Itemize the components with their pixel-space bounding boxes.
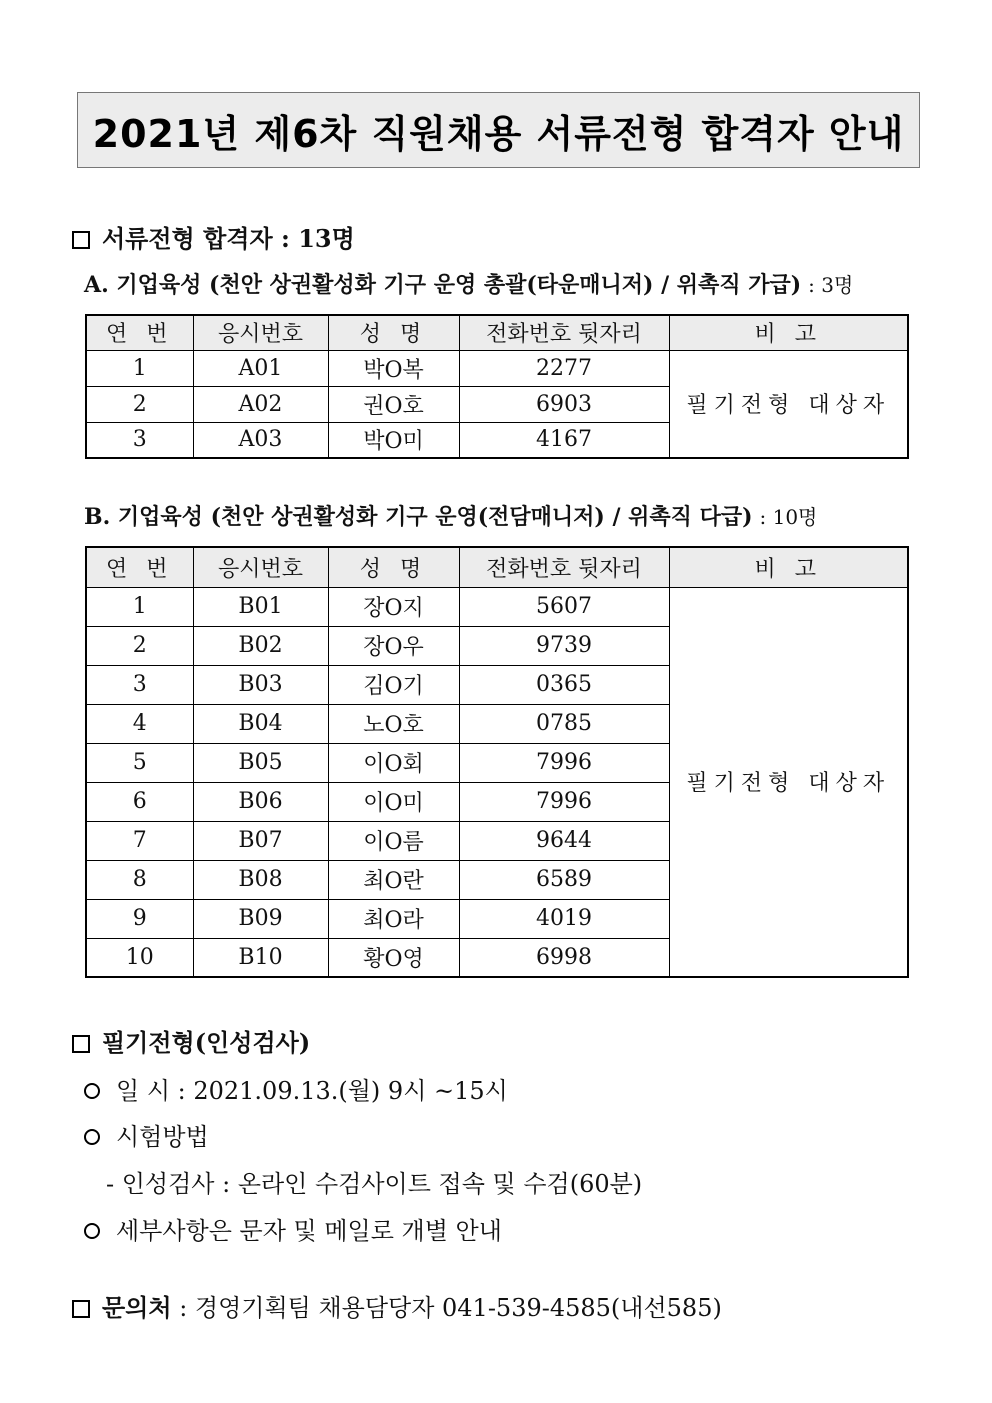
header-remark: 비 고: [669, 315, 908, 350]
header-no: 연 번: [86, 547, 193, 587]
cell-no: 2: [86, 386, 193, 422]
cell-phone: 4167: [459, 422, 669, 458]
cell-phone: 0365: [459, 665, 669, 704]
group-a-count: : 3명: [808, 273, 854, 297]
header-phone: 전화번호 뒷자리: [459, 315, 669, 350]
header-remark: 비 고: [669, 547, 908, 587]
header-name: 성 명: [328, 547, 459, 587]
group-b-title: B. 기업육성 (천안 상권활성화 기구 운영(전담매니저) / 위촉직 다급): [84, 504, 753, 530]
cell-id: B06: [193, 782, 328, 821]
cell-name: 이O회: [328, 743, 459, 782]
table-group-a: [85, 314, 909, 459]
datetime-text: 일 시 : 2021.09.13.(월) 9시 ~15시: [116, 1077, 508, 1105]
header-id: 응시번호: [193, 315, 328, 350]
cell-no: 3: [86, 422, 193, 458]
cell-no: 8: [86, 860, 193, 899]
contact-line: [72, 1293, 722, 1323]
cell-no: 10: [86, 938, 193, 977]
cell-id: A02: [193, 386, 328, 422]
cell-id: A01: [193, 350, 328, 386]
section-document-screening: [72, 224, 355, 254]
cell-phone: 9644: [459, 821, 669, 860]
cell-no: 3: [86, 665, 193, 704]
cell-remark: 필기전형 대상자: [669, 587, 908, 977]
cell-no: 7: [86, 821, 193, 860]
cell-remark: 필기전형 대상자: [669, 350, 908, 458]
table-group-b: [85, 546, 909, 978]
cell-id: B04: [193, 704, 328, 743]
header-no: 연 번: [86, 315, 193, 350]
circle-bullet-icon: [84, 1223, 100, 1239]
cell-no: 1: [86, 350, 193, 386]
page-title: 2021년 제6차 직원채용 서류전형 합격자 안내: [92, 111, 905, 156]
header-id: 응시번호: [193, 547, 328, 587]
cell-no: 6: [86, 782, 193, 821]
contact-label: 문의처: [102, 1293, 172, 1322]
cell-id: B07: [193, 821, 328, 860]
cell-name: 김O기: [328, 665, 459, 704]
cell-name: 장O우: [328, 626, 459, 665]
cell-phone: 9739: [459, 626, 669, 665]
section-heading: 서류전형 합격자 : 13명: [102, 224, 355, 253]
cell-id: B09: [193, 899, 328, 938]
square-bullet-icon: [72, 1300, 90, 1318]
cell-phone: 6903: [459, 386, 669, 422]
header-name: 성 명: [328, 315, 459, 350]
circle-bullet-icon: [84, 1083, 100, 1099]
cell-no: 1: [86, 587, 193, 626]
cell-phone: 2277: [459, 350, 669, 386]
cell-id: B08: [193, 860, 328, 899]
cell-name: 노O호: [328, 704, 459, 743]
cell-id: B03: [193, 665, 328, 704]
header-phone: 전화번호 뒷자리: [459, 547, 669, 587]
cell-phone: 4019: [459, 899, 669, 938]
square-bullet-icon: [72, 231, 90, 249]
contact-text: : 경영기획팀 채용담당자 041-539-4585(내선585): [179, 1294, 722, 1322]
method-label: 시험방법: [116, 1123, 209, 1151]
cell-id: B10: [193, 938, 328, 977]
group-b-heading: [84, 502, 817, 533]
cell-name: 권O호: [328, 386, 459, 422]
method-line: [84, 1122, 209, 1152]
cell-no: 9: [86, 899, 193, 938]
square-bullet-icon: [72, 1035, 90, 1053]
title-box: [77, 92, 920, 168]
group-a-heading: [84, 270, 853, 301]
cell-no: 2: [86, 626, 193, 665]
cell-name: 장O지: [328, 587, 459, 626]
method-detail: - 인성검사 : 온라인 수검사이트 접속 및 수검(60분): [106, 1170, 643, 1198]
circle-bullet-icon: [84, 1129, 100, 1145]
table-row: [86, 587, 908, 626]
cell-id: A03: [193, 422, 328, 458]
cell-phone: 7996: [459, 743, 669, 782]
cell-name: 최O란: [328, 860, 459, 899]
cell-name: 이O미: [328, 782, 459, 821]
table-row: [86, 350, 908, 386]
cell-name: 박O미: [328, 422, 459, 458]
cell-name: 황O영: [328, 938, 459, 977]
group-a-title: A. 기업육성 (천안 상권활성화 기구 운영 총괄(타운매니저) / 위촉직 가급): [84, 272, 802, 298]
cell-no: 4: [86, 704, 193, 743]
cell-name: 이O름: [328, 821, 459, 860]
cell-name: 박O복: [328, 350, 459, 386]
cell-phone: 5607: [459, 587, 669, 626]
cell-id: B02: [193, 626, 328, 665]
cell-phone: 0785: [459, 704, 669, 743]
notice-line: [84, 1216, 502, 1246]
datetime-line: [84, 1076, 508, 1106]
group-b-count: : 10명: [759, 505, 818, 529]
cell-name: 최O라: [328, 899, 459, 938]
cell-id: B05: [193, 743, 328, 782]
cell-phone: 6998: [459, 938, 669, 977]
section-heading: 필기전형(인성검사): [102, 1028, 311, 1057]
cell-phone: 7996: [459, 782, 669, 821]
cell-phone: 6589: [459, 860, 669, 899]
cell-no: 5: [86, 743, 193, 782]
notice-text: 세부사항은 문자 및 메일로 개별 안내: [116, 1217, 502, 1245]
section-written-test: [72, 1028, 310, 1058]
cell-id: B01: [193, 587, 328, 626]
